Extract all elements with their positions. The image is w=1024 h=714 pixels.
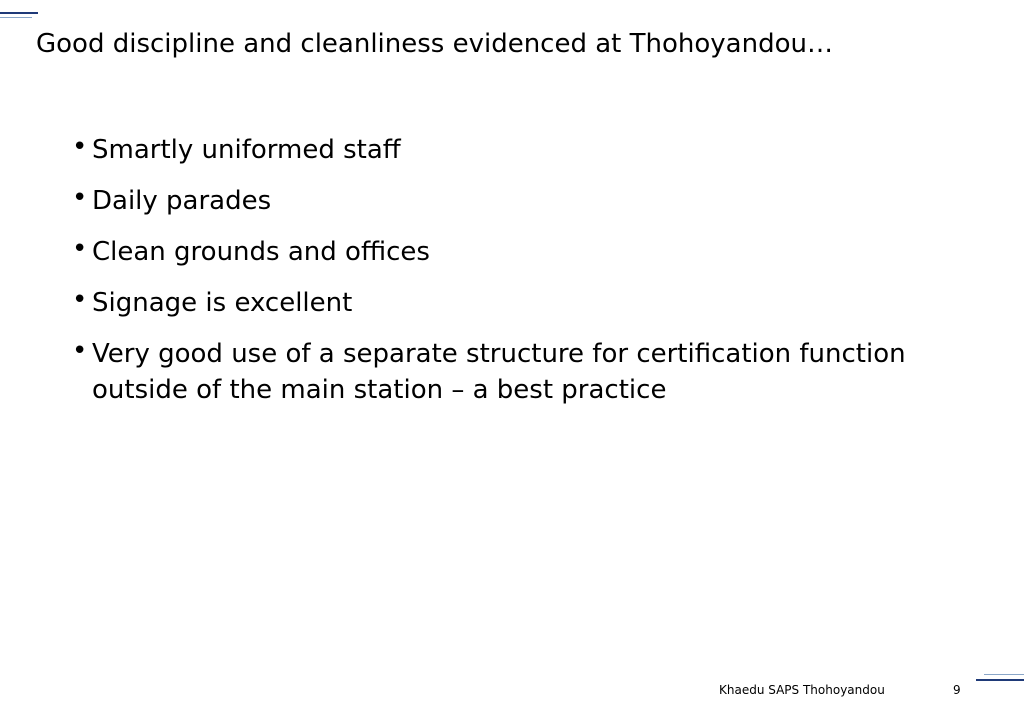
bullet-icon: • <box>72 183 88 213</box>
bullet-item <box>72 336 912 408</box>
bullet-item <box>72 234 912 270</box>
top-left-decoration <box>0 12 40 20</box>
bullet-text: Very good use of a separate structure for certification function outside of the main station – a best practice <box>92 339 906 405</box>
bullet-text: Signage is excellent <box>92 288 353 318</box>
decoration-line <box>984 674 1024 675</box>
bullet-item <box>72 285 912 321</box>
footer-text: Khaedu SAPS Thohoyandou <box>719 683 885 697</box>
bullet-icon: • <box>72 285 88 315</box>
bullet-text: Smartly uniformed staff <box>92 135 401 165</box>
bullet-text: Clean grounds and offices <box>92 237 430 267</box>
bullet-text: Daily parades <box>92 186 272 216</box>
bullet-icon: • <box>72 234 88 264</box>
bullet-item <box>72 132 912 168</box>
bullet-icon: • <box>72 336 88 366</box>
page-number: 9 <box>953 683 961 697</box>
bullet-item <box>72 183 912 219</box>
bullet-list <box>72 132 912 423</box>
decoration-line <box>0 17 32 18</box>
bottom-right-decoration <box>976 672 1024 682</box>
decoration-line <box>976 679 1024 681</box>
bullet-icon: • <box>72 132 88 162</box>
slide-title: Good discipline and cleanliness evidenced at Thohoyandou… <box>36 29 833 59</box>
decoration-line <box>0 12 38 14</box>
